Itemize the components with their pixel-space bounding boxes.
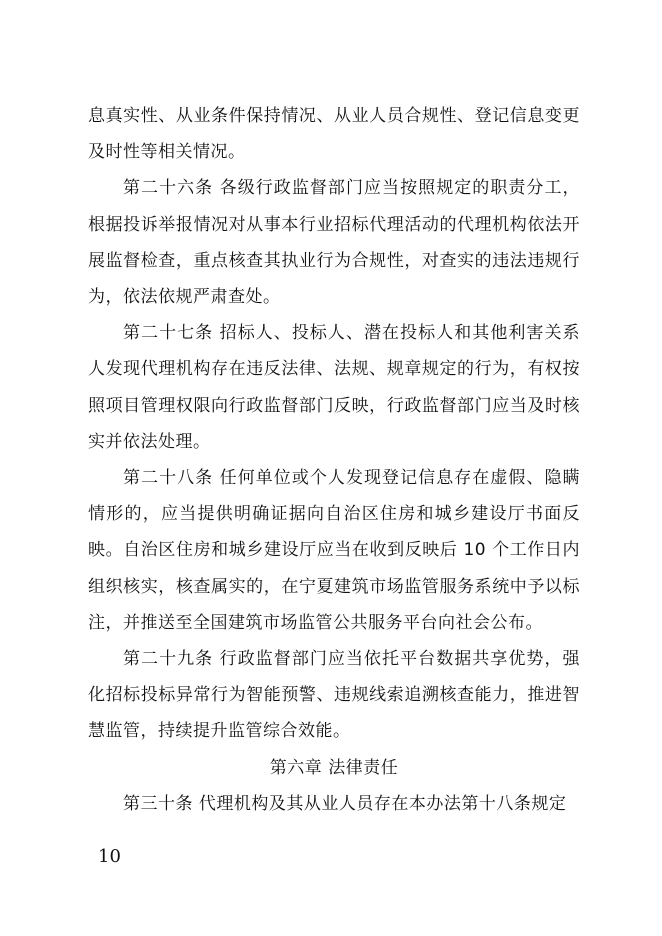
article-27: 第二十七条 招标人、投标人、潜在投标人和其他利害关系人发现代理机构存在违反法律、法规、规章规定的行为，有权按照项目管理权限向行政监督部门反映，行政监督部门应当及时核实并依法处理。 xyxy=(88,323,580,452)
article-30: 第三十条 代理机构及其从业人员存在本办法第十八条规定 xyxy=(123,793,567,814)
chapter-heading: 第六章 法律责任 xyxy=(269,757,399,778)
document-body xyxy=(88,98,580,822)
article-28: 第二十八条 任何单位或个人发现登记信息存在虚假、隐瞒情形的，应当提供明确证据向自治区住房和城乡建设厅书面反映。自治区住房和城乡建设厅应当在收到反映后 10 个工作日内组织核实，核查属实的，在宁夏建筑市场监管服务系统中予以标注，并推送至全国建筑市场监管公共服务平台向社会公布。 xyxy=(88,468,580,633)
page-number: 10 xyxy=(98,846,121,867)
article-29: 第二十九条 行政监督部门应当依托平台数据共享优势，强化招标投标异常行为智能预警、违规线索追溯核查能力，推进智慧监管，持续提升监管综合效能。 xyxy=(88,649,580,742)
paragraph-continued: 息真实性、从业条件保持情况、从业人员合规性、登记信息变更及时性等相关情况。 xyxy=(88,106,580,163)
article-26: 第二十六条 各级行政监督部门应当按照规定的职责分工，根据投诉举报情况对从事本行业招标代理活动的代理机构依法开展监督检查，重点核查其执业行为合规性，对查实的违法违规行为，依法依规严肃查处。 xyxy=(88,178,580,308)
